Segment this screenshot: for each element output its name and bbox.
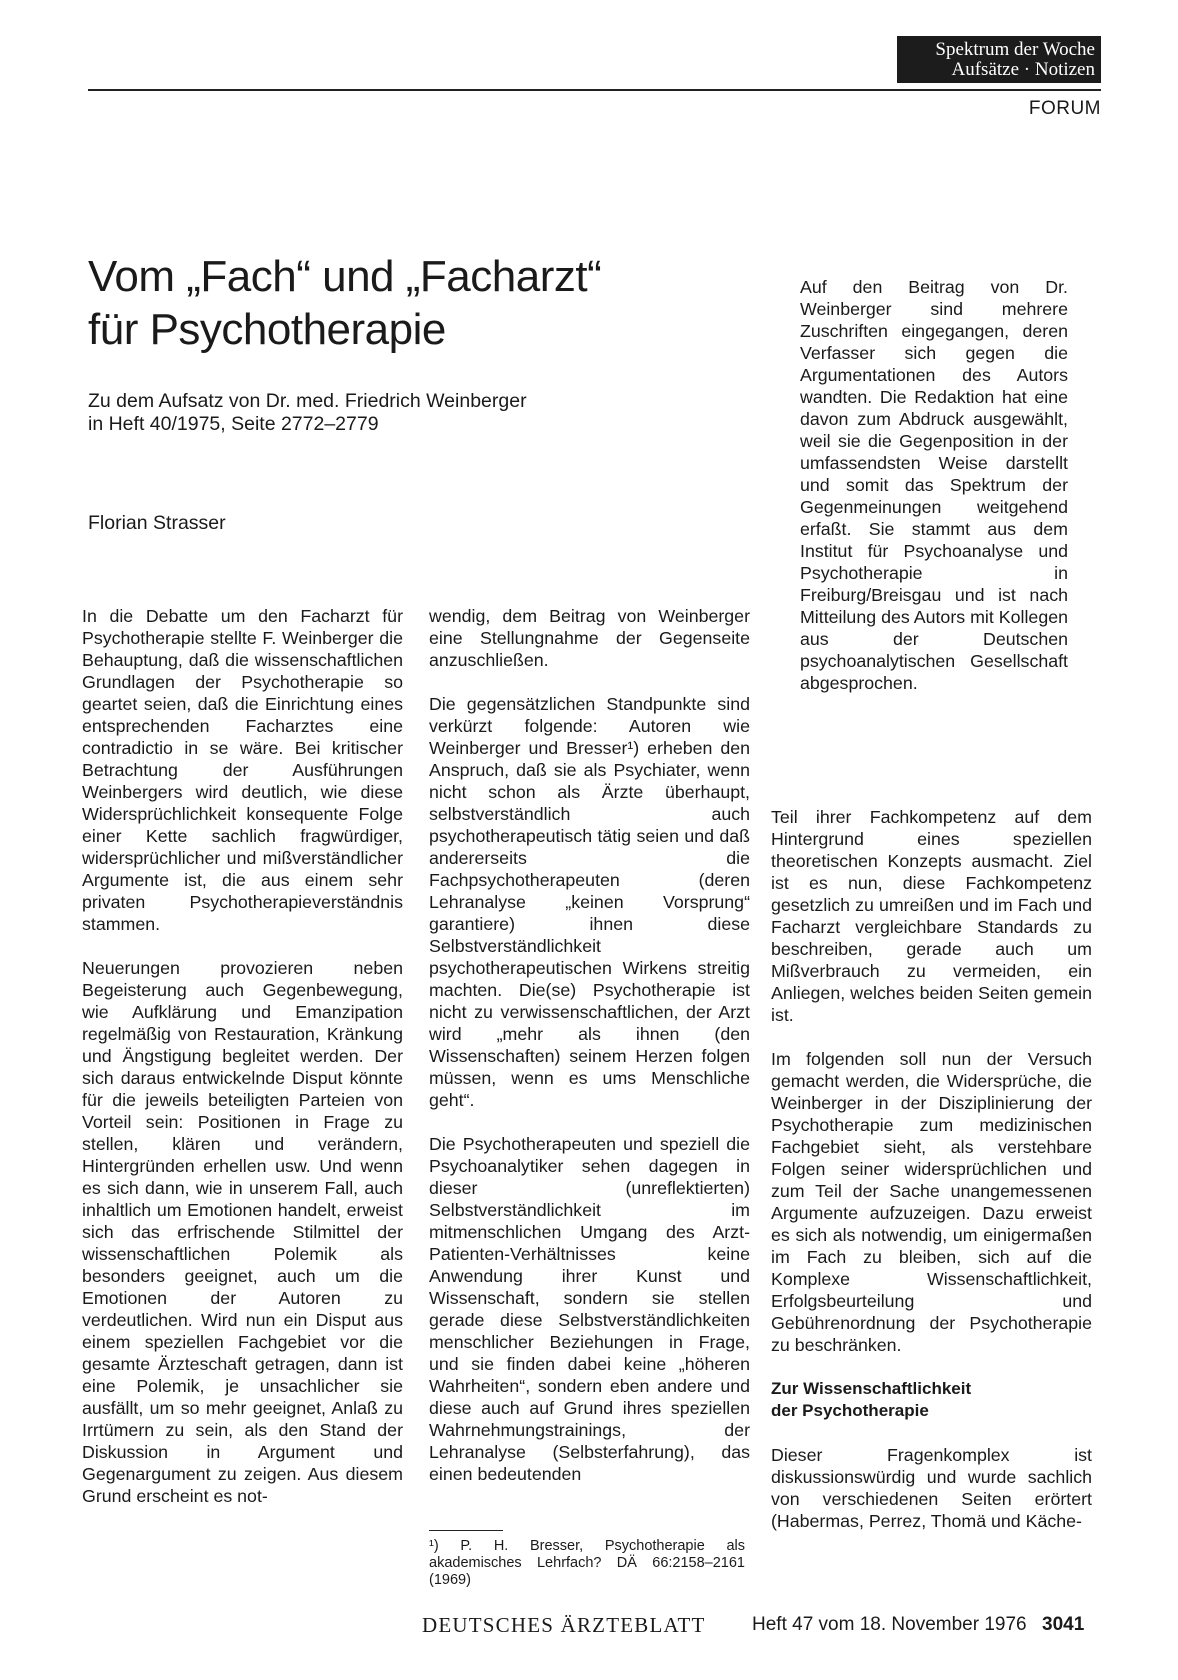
- title-line-2: für Psychotherapie: [88, 305, 446, 354]
- section-label: FORUM: [1028, 98, 1101, 119]
- article-author: Florian Strasser: [88, 512, 226, 534]
- header-rule: [88, 89, 1101, 91]
- page-number: 3041: [1042, 1614, 1085, 1635]
- paragraph: Teil ihrer Fachkompetenz auf dem Hintergrund eines speziellen theoretischen Konzepts ausmacht. Ziel ist es nun, diese Fachkompetenz gesetzlich zu umreißen und im Fach und Facharzt vergleichbare Standards zu beschreiben, gerade auch um Mißverbrauch zu vermeiden, ein Anliegen, welches beiden Seiten gemein ist.: [771, 807, 1092, 1025]
- journal-name: DEUTSCHES ÄRZTEBLATT: [422, 1613, 706, 1637]
- badge-line-2: Aufsätze · Notizen: [951, 59, 1095, 80]
- paragraph: wendig, dem Beitrag von Weinberger eine Stellungnahme der Gegenseite anzuschließen.: [429, 606, 750, 670]
- paragraph: Dieser Fragenkomplex ist diskussionswürdig und wurde sachlich von verschiedenen Seiten erörtert (Habermas, Perrez, Thomä und Käche-: [771, 1445, 1092, 1531]
- paragraph: Die gegensätzlichen Standpunkte sind verkürzt folgende: Autoren wie Weinberger und Bresser¹) erheben den Anspruch, daß sie als Psychiater, wenn nicht schon als Ärzte überhaupt, selbstverständlich auch psychotherapeutisch tätig seien und daß andererseits die Fachpsychotherapeuten (deren Lehranalyse „keinen Vorsprung“ garantiere) ihnen diese Selbstverständlichkeit psychotherapeutischen Wirkens streitig machten. Die(se) Psychotherapie ist nicht zu verwissenschaftlichen, der Arzt wird „mehr als ihnen (den Wissenschaften) seinem Herzen folgen müssen, wenn es ums Menschliche geht“.: [429, 694, 750, 1110]
- paragraph: In die Debatte um den Facharzt für Psychotherapie stellte F. Weinberger die Behauptung, daß die wissenschaftlichen Grundlagen der Psychotherapie so geartet seien, daß die Einrichtung eines entsprechenden Facharztes eine contradictio in se wäre. Bei kritischer Betrachtung der Ausführungen Weinbergers wird deutlich, wie diese Widersprüchlichkeit konsequente Folge einer Kette sachlich fragwürdiger, widersprüchlicher und mißverständlicher Argumente ist, die aus einem sehr privaten Psychotherapieverständnis stammen.: [82, 606, 403, 934]
- article-title: [88, 250, 708, 356]
- column-3: [771, 806, 1092, 1554]
- editorial-intro: Auf den Beitrag von Dr. Weinberger sind mehrere Zuschriften eingegangen, deren Verfasser sich gegen die Argumentationen des Autors wandten. Die Redaktion hat eine davon zum Abdruck ausgewählt, weil sie die Gegenposition in der umfassendsten Weise darstellt und somit das Spektrum der Gegenmeinungen weitgehend erfaßt. Sie stammt aus dem Institut für Psychoanalyse und Psychotherapie in Freiburg/Breisgau und ist nach Mitteilung des Autors mit Kollegen aus der Deutschen psychoanalytischen Gesellschaft abgesprochen.: [800, 277, 1068, 693]
- title-line-1: Vom „Fach“ und „Facharzt“: [88, 252, 602, 301]
- article-subtitle: [88, 390, 688, 436]
- column-1: [82, 605, 403, 1529]
- subheading-line-2: der Psychotherapie: [771, 1401, 929, 1420]
- subheading-line-1: Zur Wissenschaftlichkeit: [771, 1379, 972, 1398]
- footnote: ¹) P. H. Bresser, Psychotherapie als akademisches Lehrfach? DÄ 66:2158–2161 (1969): [429, 1538, 745, 1588]
- issue-info: Heft 47 vom 18. November 1976: [752, 1614, 1027, 1635]
- footnote-rule: [429, 1530, 503, 1531]
- paragraph: Neuerungen provozieren neben Begeisterung auch Gegenbewegung, wie Aufklärung und Emanzipation regelmäßig von Restauration, Kränkung und Ängstigung begleitet werden. Der sich daraus entwickelnde Disput könnte für die jeweils beteiligten Parteien von Vorteil sein: Positionen in Frage zu stellen, klären und verändern, Hintergründen erhellen usw. Und wenn es sich dann, wie in unserem Fall, auch inhaltlich um Emotionen handelt, erweist sich das erfrischende Stilmittel der wissenschaftlichen Polemik als besonders geeignet, auch um die Emotionen der Autoren zu verdeutlichen. Wird nun ein Disput aus einem speziellen Fachgebiet vor die gesamte Ärzteschaft getragen, dann ist eine Polemik, je unsachlicher sie ausfällt, um so mehr geeignet, Anlaß zu Irrtümern zu sein, als den Stand der Diskussion in Argument und Gegenargument zu zeigen. Aus diesem Grund erscheint es not-: [82, 958, 403, 1506]
- subtitle-line-1: Zu dem Aufsatz von Dr. med. Friedrich Weinberger: [88, 390, 527, 412]
- paragraph: Die Psychotherapeuten und speziell die Psychoanalytiker sehen dagegen in dieser (unreflektierten) Selbstverständlichkeit im mitmenschlichen Umgang des Arzt-Patienten-Verhältnisses keine Anwendung ihrer Kunst und Wissenschaft, sondern sie stellen gerade diese Selbstverständlichkeiten menschlicher Beziehungen in Frage, und sie finden dabei keine „höheren Wahrheiten“, sondern eben andere und diese auch auf Grund ihres speziellen Wahrnehmungstrainings, der Lehranalyse (Selbsterfahrung), das einen bedeutenden: [429, 1134, 750, 1484]
- badge-line-1: Spektrum der Woche: [935, 39, 1095, 60]
- paragraph: Im folgenden soll nun der Versuch gemacht werden, die Widersprüche, die Weinberger in der Disziplinierung der Psychotherapie zum medizinischen Fachgebiet sieht, als verstehbare Folgen seiner widersprüchlichen und zum Teil der Sache unangemessenen Argumente aufzuzeigen. Dazu erweist es sich als notwendig, um einigermaßen im Fach zu bleiben, sich auf die Komplexe Wissenschaftlichkeit, Erfolgsbeurteilung und Gebührenordnung der Psychotherapie zu beschränken.: [771, 1049, 1092, 1355]
- subtitle-line-2: in Heft 40/1975, Seite 2772–2779: [88, 413, 379, 435]
- section-subheading: [771, 1378, 1092, 1422]
- column-2: [429, 605, 750, 1507]
- section-badge: [897, 36, 1101, 83]
